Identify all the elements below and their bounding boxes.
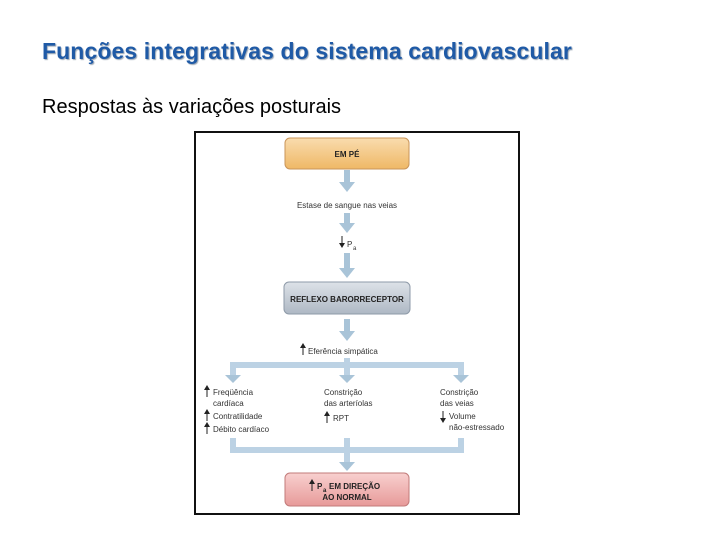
arrow-down-icon: [339, 213, 355, 233]
increase-arrow-icon: [204, 422, 210, 427]
bottom-box-label-1: EM DIREÇÃO: [329, 482, 381, 491]
center-branch: [324, 388, 372, 423]
arrow-down-icon: [339, 319, 355, 341]
branch-merger: [230, 438, 464, 471]
arteriolar-constriction-label-2: das arteríolas: [324, 399, 373, 408]
heart-rate-label: Freqüência: [213, 388, 254, 397]
decrease-arrow-icon: [440, 418, 446, 423]
decrease-arrow-icon: [339, 243, 345, 248]
increase-arrow-icon: [300, 343, 306, 348]
increase-arrow-icon: [204, 385, 210, 390]
flowchart-canvas: [196, 133, 518, 513]
arrow-down-icon: [339, 253, 355, 278]
right-branch: [440, 388, 505, 432]
venous-constriction-label-2: das veias: [440, 399, 474, 408]
increase-arrow-icon: [324, 411, 330, 416]
bottom-pressure-symbol: P: [317, 482, 323, 491]
top-box-label: EM PÉ: [334, 150, 360, 159]
step-venous-pooling: Estase de sangue nas veias: [296, 201, 398, 210]
left-branch: [204, 385, 270, 434]
step-pressure-decrease: [339, 236, 357, 252]
contractility-label: Contratilidade: [213, 412, 263, 421]
top-box: [285, 138, 409, 169]
branch-splitter: [225, 358, 469, 383]
slide-subtitle: Respostas às variações posturais: [42, 96, 342, 118]
arteriolar-constriction-label: Constrição: [324, 388, 363, 397]
pressure-symbol: P: [347, 240, 353, 249]
bottom-box: [285, 473, 409, 506]
sympathetic-label: Eferência simpática: [308, 347, 378, 356]
bottom-pressure-subscript: a: [323, 488, 327, 494]
pressure-subscript: a: [353, 246, 357, 252]
unstressed-volume-label: Volume: [449, 412, 476, 421]
unstressed-volume-label-2: não-estressado: [449, 423, 505, 432]
venous-constriction-label: Constrição: [440, 388, 479, 397]
tpr-label: RPT: [333, 414, 349, 423]
middle-box-label: REFLEXO BARORRECEPTOR: [290, 295, 404, 304]
step-sympathetic-efferent: [300, 343, 378, 356]
increase-arrow-icon: [204, 409, 210, 414]
heart-rate-label-2: cardíaca: [213, 399, 244, 408]
middle-box: [284, 282, 410, 314]
bottom-box-label-2: AO NORMAL: [322, 493, 372, 502]
arrow-down-icon: [339, 170, 355, 192]
baroreceptor-flowchart: [194, 131, 520, 515]
cardiac-output-label: Débito cardíaco: [213, 425, 270, 434]
slide-title: Funções integrativas do sistema cardiovascular: [42, 38, 572, 64]
